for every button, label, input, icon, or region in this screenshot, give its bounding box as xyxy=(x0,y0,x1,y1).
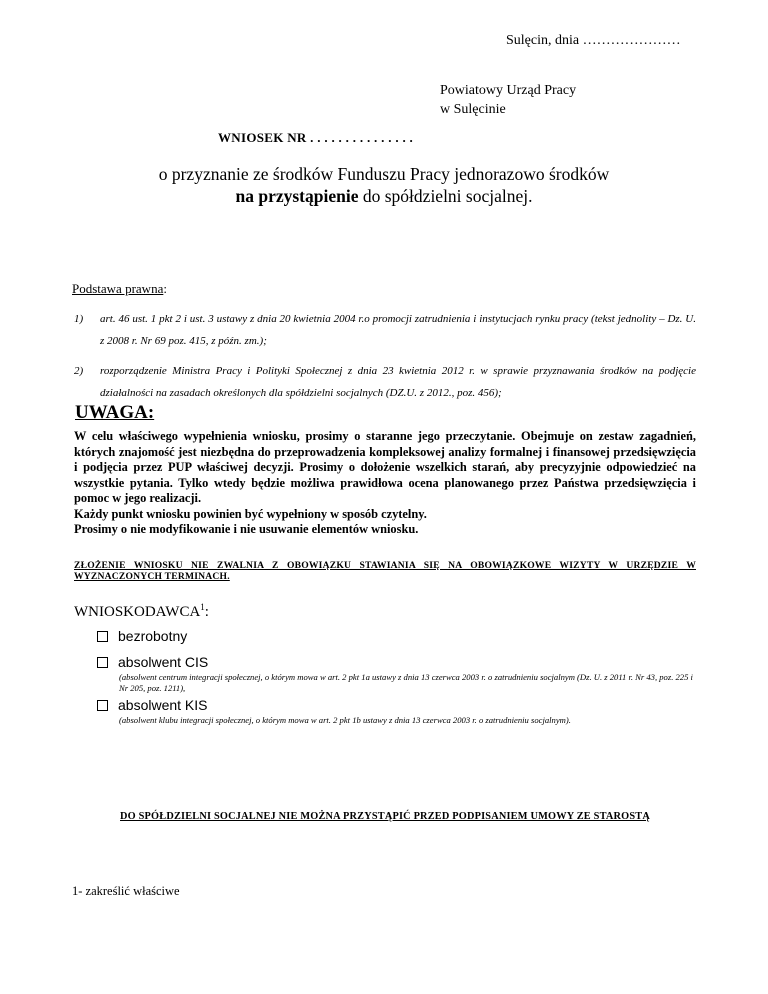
checkbox-absolwent-cis[interactable] xyxy=(97,657,108,668)
uwaga-heading: UWAGA: xyxy=(75,402,155,423)
application-number: WNIOSEK NR . . . . . . . . . . . . . . . xyxy=(218,130,414,145)
option-label: absolwent KIS xyxy=(118,697,208,713)
legal-basis-list xyxy=(74,308,696,412)
option-bezrobotny[interactable] xyxy=(97,628,187,644)
checkbox-bezrobotny[interactable] xyxy=(97,631,108,642)
office-line-1: Powiatowy Urząd Pracy xyxy=(440,83,577,98)
uwaga-paragraph-3: Prosimy o nie modyfikowanie i nie usuwanie elementów wniosku. xyxy=(74,522,419,536)
subject-line-1: o przyznanie ze środków Funduszu Pracy jednorazowo środków xyxy=(158,164,610,184)
legal-item xyxy=(74,360,696,404)
option-absolwent-kis[interactable] xyxy=(97,697,208,713)
visit-obligation-notice: ZŁOŻENIE WNIOSKU NIE ZWALNIA Z OBOWIĄZKU STAWIANIA SIĘ NA OBOWIĄZKOWE WIZYTY W URZĘDZIE W WYZNACZONYCH TERMINACH. xyxy=(74,560,696,582)
office-line-2: w Sulęcinie xyxy=(440,102,506,117)
option-absolwent-cis[interactable] xyxy=(97,654,208,670)
subject-bold: na przystąpienie xyxy=(235,186,359,206)
applicant-label xyxy=(74,602,209,621)
checkbox-absolwent-kis[interactable] xyxy=(97,700,108,711)
place-date: Sulęcin, dnia ………………… xyxy=(506,33,681,48)
subject-rest: do spółdzielni socjalnej. xyxy=(358,186,533,206)
subject-line-2 xyxy=(0,185,768,207)
footnote: 1- zakreślić właściwe xyxy=(72,884,180,898)
legal-item-number: 1) xyxy=(74,313,84,325)
legal-item xyxy=(74,308,696,352)
legal-item-text: art. 46 ust. 1 pkt 2 i ust. 3 ustawy z dnia 20 kwietnia 2004 r.o promocji zatrudnienia i instytucjach rynku pracy (tekst jednolity – Dz. U. z 2008 r. Nr 69 poz. 415, z późn. zm.); xyxy=(100,313,696,347)
application-subject xyxy=(0,163,768,207)
legal-item-text: rozporządzenie Ministra Pracy i Polityki Społecznej z dnia 23 kwietnia 2012 r. w sprawie przyznawania środków na podjęcie działalności na zasadach określonych dla spółdzielni socjalnych (DZ.U. z 2012., poz. 456); xyxy=(100,365,696,399)
option-note-cis: (absolwent centrum integracji społecznej, o którym mowa w art. 2 pkt 1a ustawy z dnia 13 czerwca 2003 r. o zatrudnieniu socjalnym (Dz. U. z 2011 r. Nr 43, poz. 225 i Nr 205, poz. 1211), xyxy=(119,672,693,693)
legal-basis-label: Podstawa prawna xyxy=(72,281,164,296)
legal-basis-colon: : xyxy=(163,281,167,296)
option-label: bezrobotny xyxy=(118,628,188,644)
footnote-ref: 1 xyxy=(200,602,205,612)
uwaga-paragraph-2: Każdy punkt wniosku powinien być wypełniony w sposób czytelny. xyxy=(74,506,427,521)
uwaga-body xyxy=(74,429,696,538)
legal-basis-title xyxy=(72,281,167,297)
uwaga-paragraph-1: W celu właściwego wypełnienia wniosku, prosimy o staranne jego przeczytanie. Obejmuje on zestaw zagadnień, których znajomość jest niezbędna do przeprowadzenia kompleksowej analizy formalnej i finansowej przedsięwzięcia i podjęcia przez PUP właściwej decyzji. Prosimy o dołożenie wszelkich starań, aby precyzyjnie odpowiedzieć na wszystkie pytania. Tylko wtedy będzie możliwa prawidłowa ocena planowanego przez Państwa przedsięwzięcia i pomoc w jego realizacji. xyxy=(74,429,696,505)
starosta-notice: DO SPÓŁDZIELNI SOCJALNEJ NIE MOŻNA PRZYSTĄPIĆ PRZED PODPISANIEM UMOWY ZE STAROSTĄ xyxy=(120,811,650,822)
applicant-colon: : xyxy=(204,604,209,620)
option-note-kis: (absolwent klubu integracji społecznej, o którym mowa w art. 2 pkt 1b ustawy z dnia 13 czerwca 2003 r. o zatrudnieniu socjalnym). xyxy=(119,715,571,725)
option-label: absolwent CIS xyxy=(118,654,209,670)
legal-item-number: 2) xyxy=(74,365,84,377)
office-address xyxy=(440,81,576,119)
applicant-label-text: WNIOSKODAWCA xyxy=(74,604,201,620)
